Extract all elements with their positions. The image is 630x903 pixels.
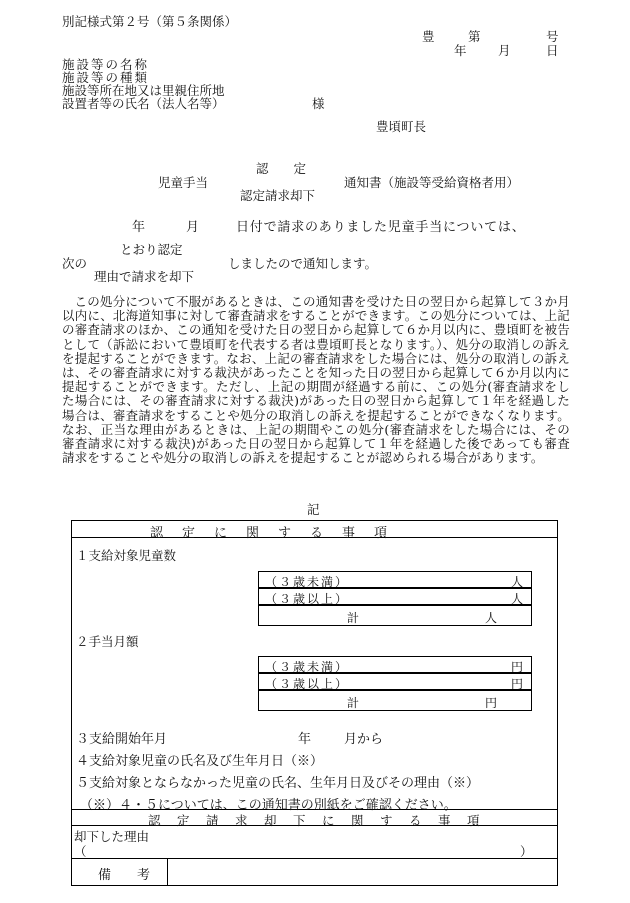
intro-year: 年: [132, 220, 146, 235]
intro-option-approve: とおり認定: [120, 242, 183, 257]
item2-label: ２手当月額: [76, 634, 139, 649]
number-label-go: 号: [546, 29, 559, 44]
appeal-notice-paragraph: この処分について不服があるときは、この通知書を受けた日の翌日から起算して３か月以内に、北海道知事に対して審査請求をすることができます。この処分については、上記の審査請求のほか、この通知を受けた日の翌日から起算して６か月以内に、豊頃町を被告として（訴訟において豊頃町を代表する者は豊頃町長となります。）、処分の取消しの訴えを提起することができます。なお、上記の審査請求をした場合には、処分の取消しの訴えは、その審査請求に対する裁決があったことを知った日の翌日から起算して６か月以内に提起することができます。ただし、上記の期間が経過する前に、この処分(審査請求をした場合には、その審査請求に対する裁決)があった日の翌日から起算して１年を経過した場合は、審査請求をすることや処分の取消しの訴えを提起することができなくなります。なお、正当な理由があるときは、上記の期間やこの処分(審査請求をした場合には、その審査請求に対する裁決)があった日の翌日から起算して１年を経過した後であっても審査請求をすることや処分の取消しの訴えを提起することが認められる場合があります。: [62, 294, 571, 466]
intro-text: 日付で請求のありました児童手当については、: [236, 220, 526, 235]
honorific-sama: 様: [312, 96, 325, 111]
form-id: 別記様式第２号（第５条関係）: [62, 14, 238, 29]
amount-under3-unit: 円: [510, 660, 523, 674]
title-right: 通知書（施設等受給資格者用）: [344, 175, 520, 190]
under3-label: （３歳未満）: [265, 575, 350, 589]
facility-name-label: 施設等の名称: [62, 57, 150, 72]
intro-month: 月: [186, 220, 200, 235]
over3-unit: 人: [510, 592, 523, 606]
facility-type-label: 施設等の種類: [62, 70, 150, 85]
rejection-reason-open-paren: （: [74, 844, 87, 859]
intro-suffix: しましたので通知します。: [228, 256, 378, 271]
number-label-dai: 第: [468, 29, 481, 44]
table-right-border: [557, 520, 558, 886]
rejection-reason-label: 却下した理由: [74, 829, 150, 844]
item4-label: ４支給対象児童の氏名及び生年月日（※）: [76, 754, 324, 769]
item5-label: ５支給対象とならなかった児童の氏名、生年月日及びその理由（※）: [76, 776, 480, 791]
children-total-row: [258, 605, 532, 626]
under3-unit: 人: [510, 575, 523, 589]
founder-name-label: 設置者等の氏名（法人名等）: [62, 96, 225, 111]
kyakka-header: 認 定 請 求 却 下 に 関 す る 事 項: [148, 813, 482, 828]
item3-label: ３支給開始年月: [76, 732, 168, 747]
rejection-reason-close-paren: ）: [520, 844, 533, 859]
amount-total-row: [258, 690, 532, 711]
facility-address-label: 施設等所在地又は里親住所地: [62, 83, 225, 98]
date-year: 年: [454, 43, 467, 58]
amount-total-unit: 円: [484, 696, 497, 710]
issuer-name: 豊頃町長: [376, 119, 427, 134]
item3-year: 年: [298, 732, 312, 747]
intro-option-reject: 理由で請求を却下: [94, 269, 195, 284]
remarks-vertical-divider: [167, 858, 168, 886]
amount-over3-row: [258, 673, 532, 690]
amount-under3-label: （３歳未満）: [265, 660, 350, 674]
table-bottom-border: [71, 885, 558, 886]
amount-under3-row: [258, 656, 532, 673]
footnote: （※）４・５については、この通知書の別紙をご確認ください。: [80, 798, 457, 813]
remarks-label: 備 考: [98, 868, 151, 883]
intro-prefix: 次の: [62, 256, 88, 271]
amount-total-label: 計: [347, 696, 360, 710]
over3-label: （３歳以上）: [265, 592, 350, 606]
title-left: 児童手当: [158, 175, 209, 190]
table-left-border: [71, 520, 72, 886]
title-upper-option: 認 定: [256, 161, 307, 176]
children-total-unit: 人: [484, 611, 497, 625]
children-under3-row: [258, 571, 532, 588]
table-top-border: [71, 520, 558, 521]
remarks-divider: [71, 858, 558, 859]
number-label-prefix: 豊: [422, 29, 435, 44]
nintei-header: 認 定 に 関 す る 事 項: [150, 526, 391, 541]
title-lower-option: 認定請求却下: [240, 188, 316, 203]
amount-over3-unit: 円: [510, 677, 523, 691]
item3-month: 月から: [344, 732, 384, 747]
date-day: 日: [546, 43, 559, 58]
amount-over3-label: （３歳以上）: [265, 677, 350, 691]
date-month: 月: [498, 43, 511, 58]
children-over3-row: [258, 588, 532, 605]
children-total-label: 計: [347, 611, 360, 625]
ki-label: 記: [307, 502, 320, 517]
item1-label: １支給対象児童数: [76, 548, 177, 563]
